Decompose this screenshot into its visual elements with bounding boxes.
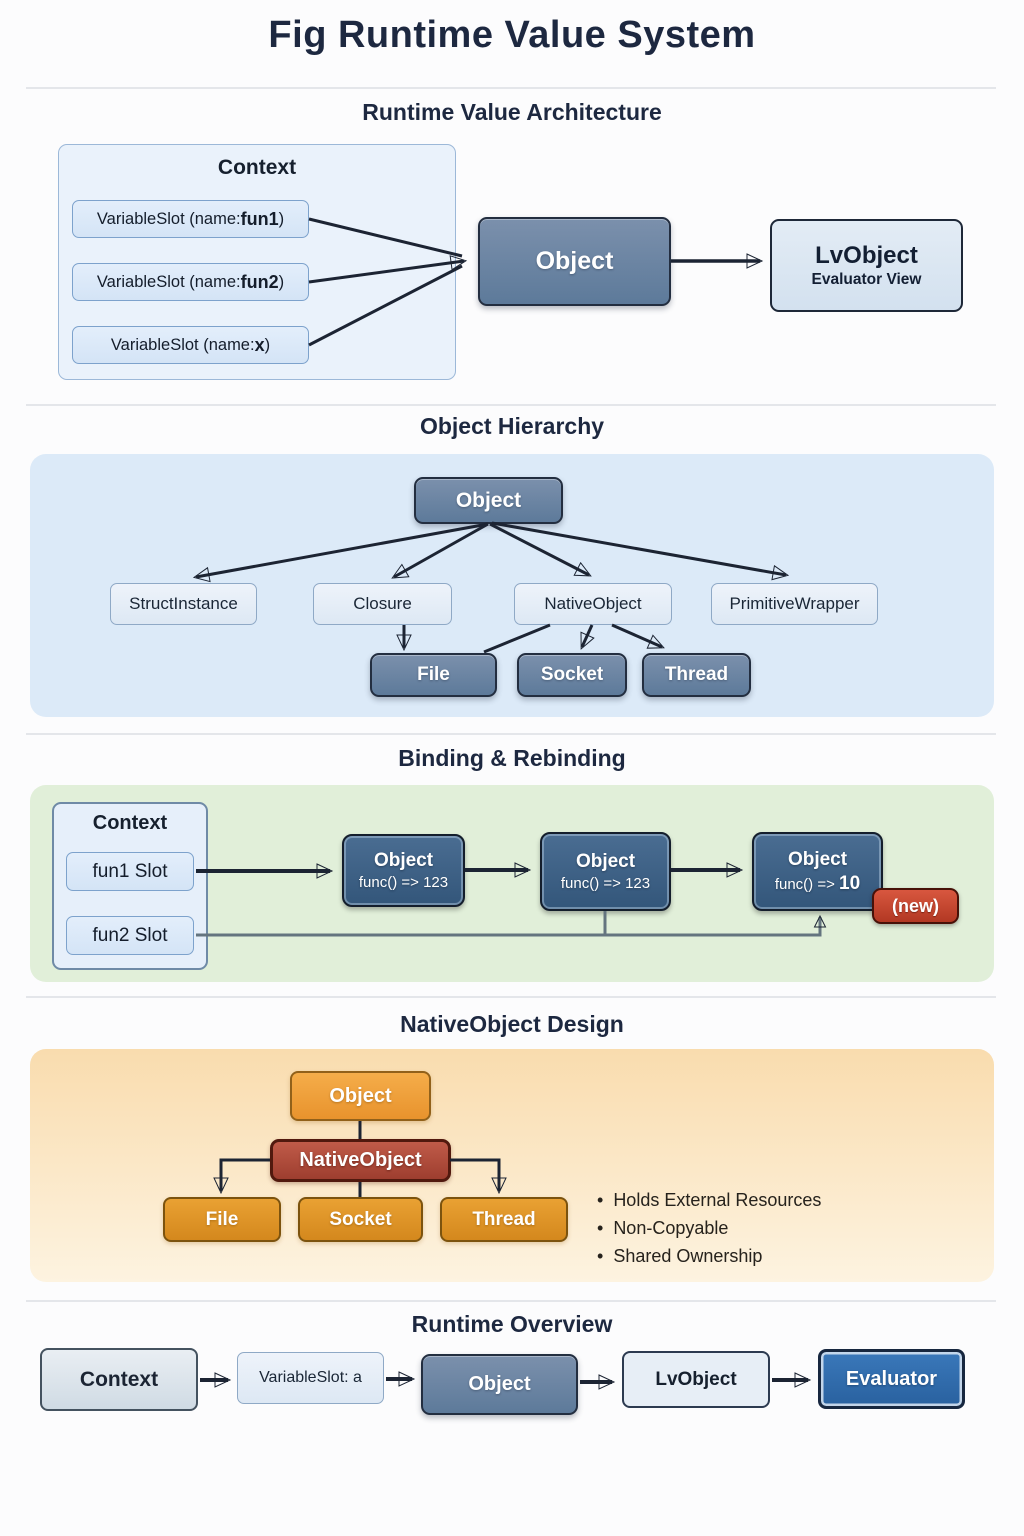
page-title: Fig Runtime Value System xyxy=(268,14,756,56)
native-root-object: Object xyxy=(290,1071,431,1121)
bullet-item: • Non-Copyable xyxy=(597,1214,937,1242)
overview-node-lvobject: LvObject xyxy=(622,1351,770,1408)
binding-object-1-value: func() => 123 xyxy=(358,874,449,891)
section-heading-native: NativeObject Design xyxy=(400,1011,624,1037)
binding-object-3-title: Object xyxy=(787,848,848,870)
hierarchy-leaf-socket: Socket xyxy=(517,653,627,697)
bullet-item: • Holds External Resources xyxy=(597,1186,937,1214)
hierarchy-root-object: Object xyxy=(414,477,563,524)
variable-slot-fun2: VariableSlot (name: fun2 ) xyxy=(72,263,309,301)
divider xyxy=(26,1300,996,1302)
section-heading-binding: Binding & Rebinding xyxy=(398,745,626,771)
divider xyxy=(26,733,996,735)
native-bullet-list xyxy=(597,1186,937,1270)
divider xyxy=(26,404,996,406)
overview-node-context: Context xyxy=(40,1348,198,1411)
divider xyxy=(26,996,996,998)
hierarchy-leaf-file: File xyxy=(370,653,497,697)
native-leaf-file: File xyxy=(163,1197,281,1242)
native-object-node: NativeObject xyxy=(270,1139,451,1182)
bullet-item: • Shared Ownership xyxy=(597,1242,937,1270)
binding-object-2 xyxy=(540,832,671,911)
overview-node-evaluator: Evaluator xyxy=(818,1349,965,1409)
context-panel-label: Context xyxy=(217,156,297,179)
hierarchy-node-structinstance: StructInstance xyxy=(110,583,257,625)
divider xyxy=(26,87,996,89)
binding-slot-fun2: fun2 Slot xyxy=(66,916,194,955)
hierarchy-node-nativeobject: NativeObject xyxy=(514,583,672,625)
hierarchy-leaf-thread: Thread xyxy=(642,653,751,697)
binding-object-2-value: func() => 123 xyxy=(560,875,651,892)
hierarchy-node-primitivewrapper: PrimitiveWrapper xyxy=(711,583,878,625)
section-heading-overview: Runtime Overview xyxy=(411,1311,613,1337)
lvobject-subtitle: Evaluator View xyxy=(811,271,922,288)
lvobject-node xyxy=(770,219,963,312)
binding-object-1 xyxy=(342,834,465,907)
section-heading-hierarchy: Object Hierarchy xyxy=(419,413,605,439)
binding-slot-fun1: fun1 Slot xyxy=(66,852,194,891)
hierarchy-node-closure: Closure xyxy=(313,583,452,625)
binding-object-1-title: Object xyxy=(373,850,434,871)
new-badge: (new) xyxy=(872,888,959,924)
variable-slot-fun1: VariableSlot (name: fun1 ) xyxy=(72,200,309,238)
binding-object-2-title: Object xyxy=(575,851,636,872)
binding-object-3-value: func() => 10 xyxy=(774,872,861,894)
variable-slot-x: VariableSlot (name: x ) xyxy=(72,326,309,364)
lvobject-title: LvObject xyxy=(815,242,918,269)
binding-context-label: Context xyxy=(92,812,168,834)
section-heading-architecture: Runtime Value Architecture xyxy=(362,99,662,125)
overview-node-object: Object xyxy=(421,1354,578,1415)
binding-object-3 xyxy=(752,832,883,911)
native-leaf-socket: Socket xyxy=(298,1197,423,1242)
overview-node-variableslot: VariableSlot: a xyxy=(237,1352,384,1404)
object-node: Object xyxy=(478,217,671,306)
native-leaf-thread: Thread xyxy=(440,1197,568,1242)
